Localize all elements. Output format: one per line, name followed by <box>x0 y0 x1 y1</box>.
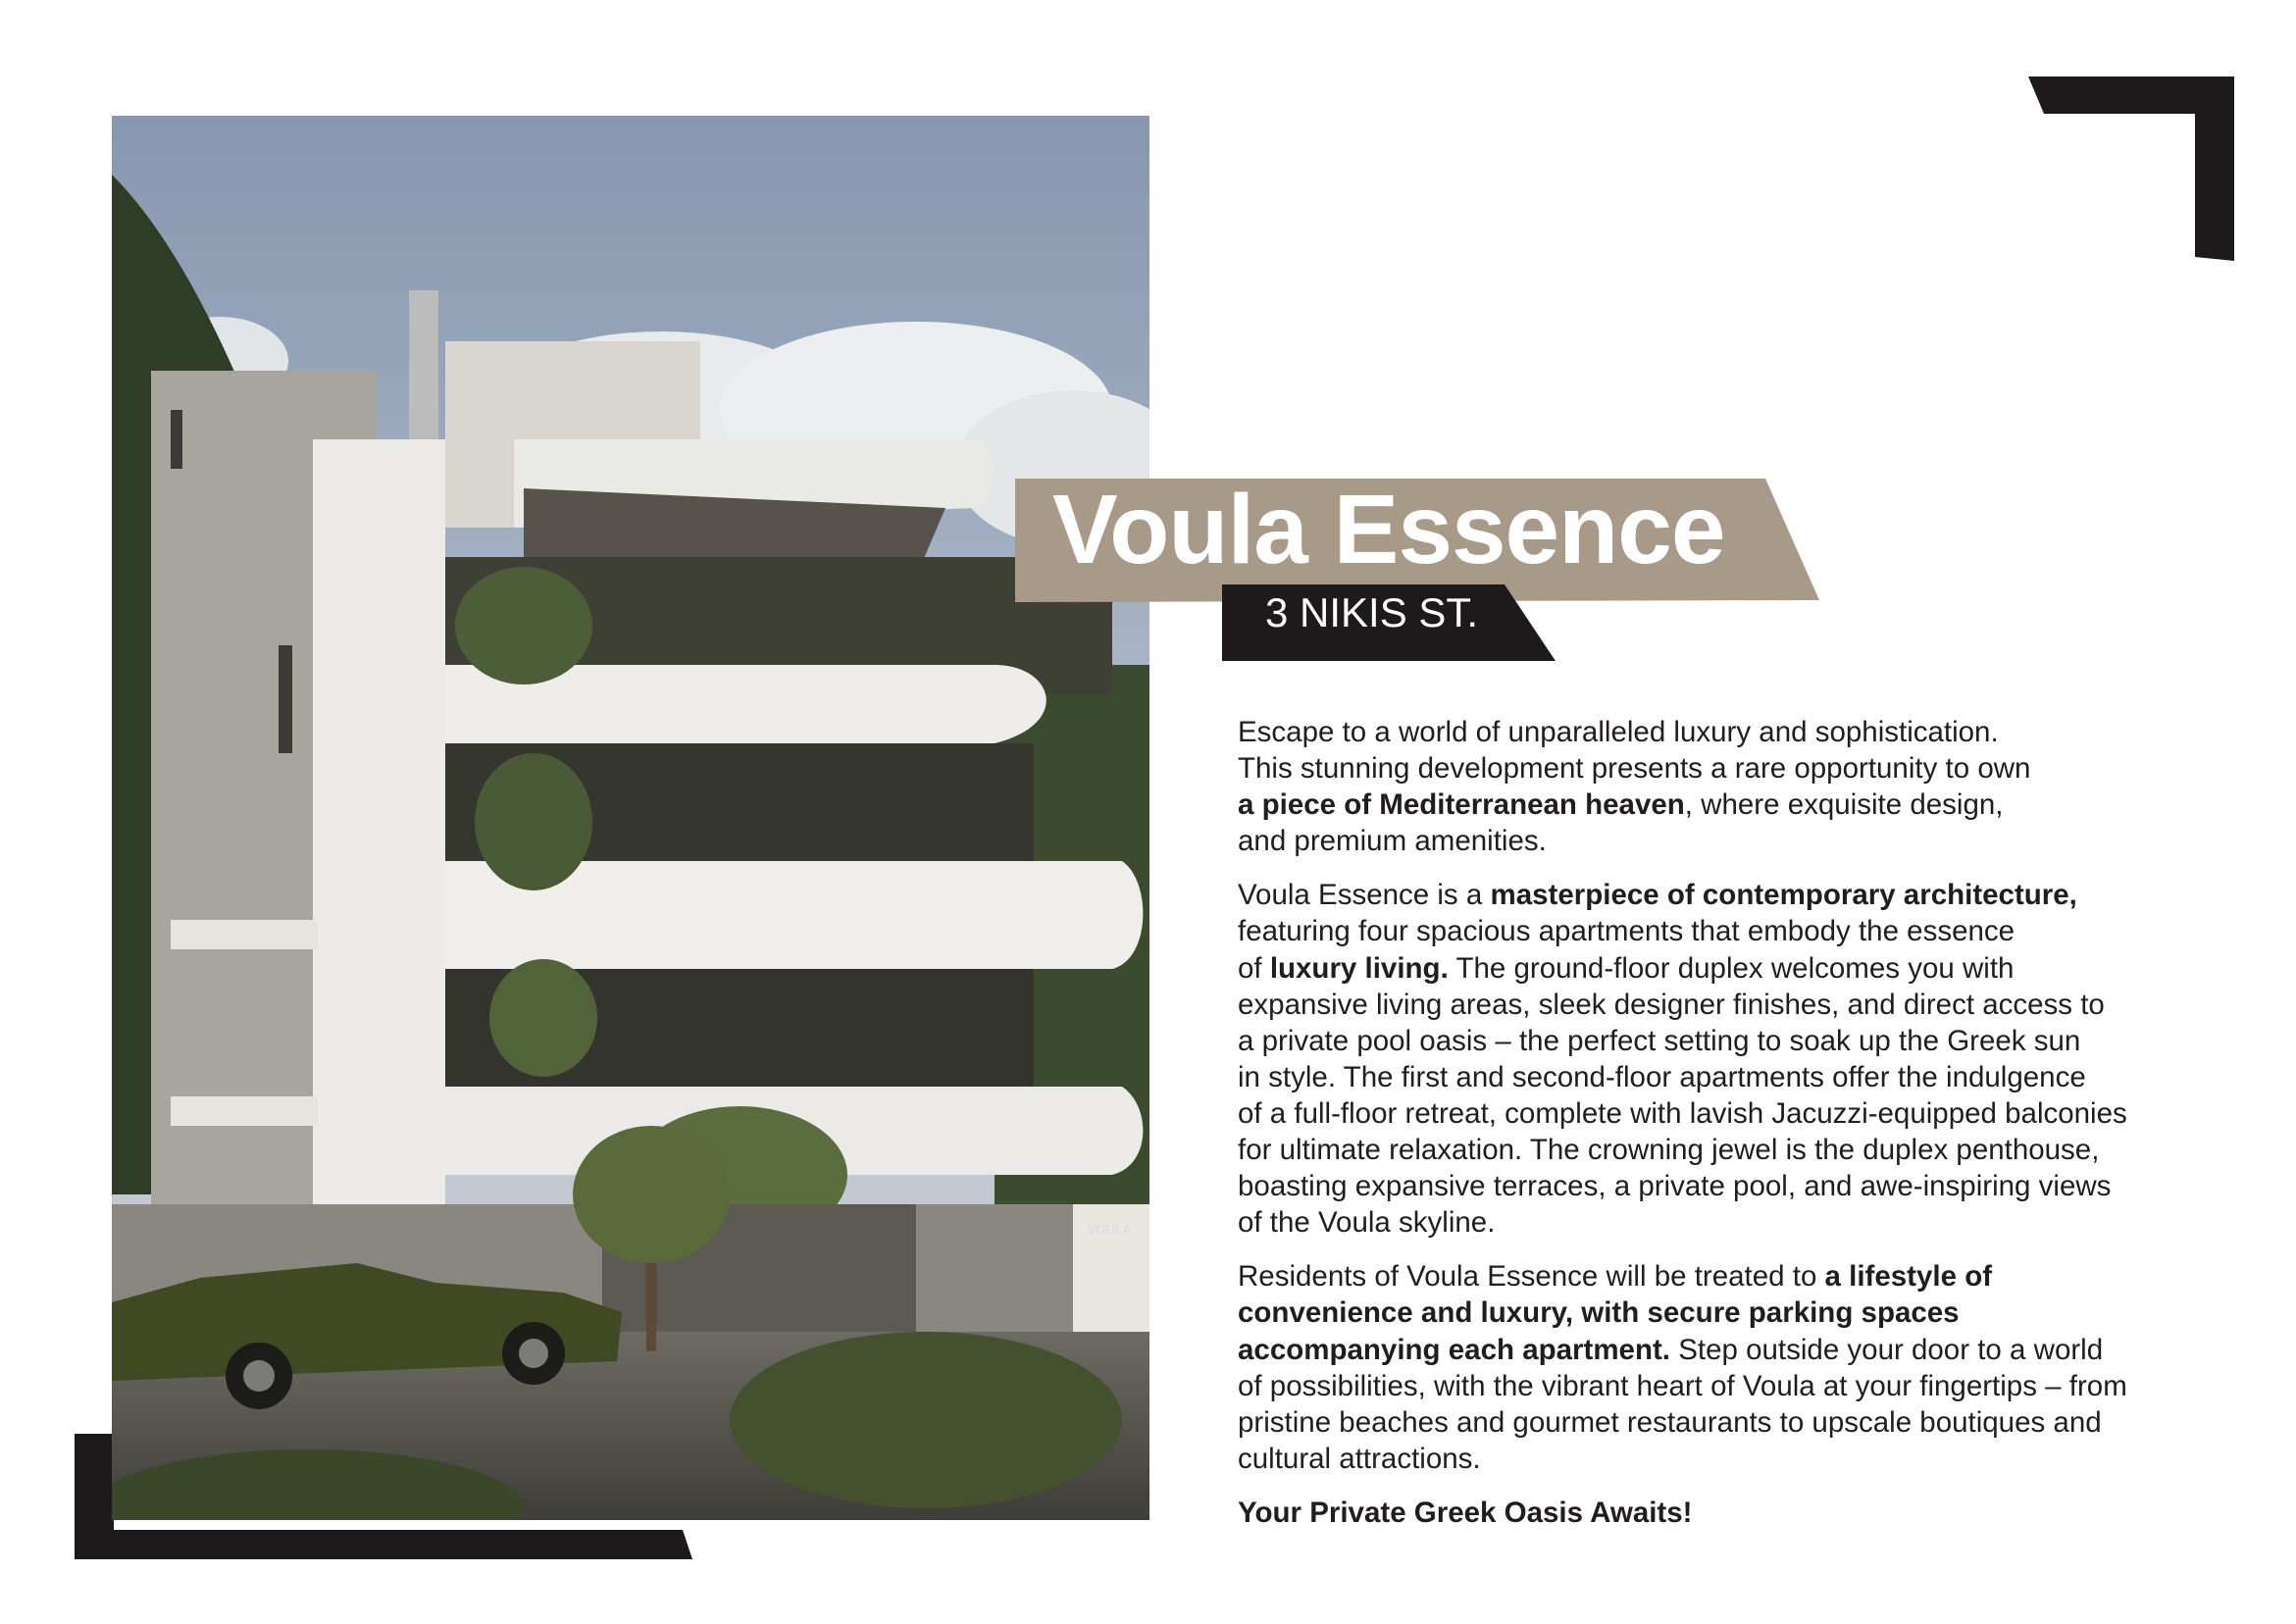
text-run: of the Voula skyline. <box>1238 1206 1496 1240</box>
text-line <box>1238 1132 2219 1168</box>
text-run: of possibilities, with the vibrant heart of Voula at your fingertips – from <box>1238 1369 2127 1402</box>
text-run: featuring four spacious apartments that embody the essence <box>1238 915 2015 948</box>
text-run: of a full-floor retreat, complete with lavish Jacuzzi-equipped balconies <box>1238 1096 2127 1130</box>
building-sign-text: VOULA <box>1087 1222 1132 1237</box>
text-run: pristine beaches and gourmet restaurants to upscale boutiques and <box>1238 1405 2102 1439</box>
text-run: Step outside your door to a world <box>1670 1333 2104 1366</box>
text-line <box>1238 787 2219 823</box>
text-run: a private pool oasis – the perfect setting to soak up the Greek sun <box>1238 1024 2081 1057</box>
text-line <box>1238 1095 2219 1132</box>
bold-text: accompanying each apartment. <box>1238 1333 1671 1366</box>
text-line <box>1238 877 2219 913</box>
corner-bracket-top-right <box>2028 76 2234 263</box>
text-line <box>1238 1258 2219 1294</box>
text-line <box>1238 913 2219 949</box>
description-copy <box>1238 714 2219 1548</box>
bold-text: convenience and luxury, with secure parking spaces <box>1238 1296 1960 1330</box>
text-run: This stunning development presents a rare opportunity to own <box>1238 752 2031 786</box>
text-run: expansive living areas, sleek designer finishes, and direct access to <box>1238 988 2105 1021</box>
intro-paragraph <box>1238 714 2219 859</box>
text-run: in style. The first and second-floor apartments offer the indulgence <box>1238 1060 2086 1093</box>
text-line <box>1238 1059 2219 1095</box>
text-line <box>1238 1404 2219 1441</box>
text-line <box>1238 1441 2219 1477</box>
text-run: for ultimate relaxation. The crowning jewel is the duplex penthouse, <box>1238 1134 2100 1167</box>
bold-text: a piece of Mediterranean heaven <box>1238 788 1685 822</box>
text-line <box>1238 1023 2219 1059</box>
text-run: and premium amenities. <box>1238 825 1547 858</box>
text-line <box>1238 714 2219 750</box>
page-title: Voula Essence <box>1052 475 1725 584</box>
text-line <box>1238 1168 2219 1204</box>
bold-text: masterpiece of contemporary architecture, <box>1490 879 2077 912</box>
text-run: The ground-floor duplex welcomes you with <box>1448 951 2015 985</box>
architecture-paragraph <box>1238 877 2219 1241</box>
text-run: of <box>1238 951 1270 985</box>
text-line <box>1238 987 2219 1023</box>
text-run: Residents of Voula Essence will be treated to <box>1238 1260 1825 1294</box>
text-line <box>1238 750 2219 787</box>
text-line <box>1238 1332 2219 1368</box>
text-run: boasting expansive terraces, a private pool, and awe-inspiring views <box>1238 1170 2112 1203</box>
text-run: cultural attractions. <box>1238 1442 1481 1475</box>
building-rendering-photo <box>112 116 1149 1520</box>
text-run: Escape to a world of unparalleled luxury and sophistication. <box>1238 716 1999 748</box>
bold-text: a lifestyle of <box>1824 1260 1993 1294</box>
text-run: , where exquisite design, <box>1684 788 2004 822</box>
text-run: Voula Essence is a <box>1238 879 1491 912</box>
text-line <box>1238 823 2219 859</box>
text-line <box>1238 1368 2219 1404</box>
address-label: 3 NIKIS ST. <box>1265 589 1479 635</box>
lifestyle-paragraph <box>1238 1258 2219 1477</box>
text-line <box>1238 950 2219 987</box>
bold-text: luxury living. <box>1269 951 1449 985</box>
text-line <box>1238 1294 2219 1331</box>
tagline: Your Private Greek Oasis Awaits! <box>1238 1496 1693 1529</box>
text-line <box>1238 1204 2219 1241</box>
